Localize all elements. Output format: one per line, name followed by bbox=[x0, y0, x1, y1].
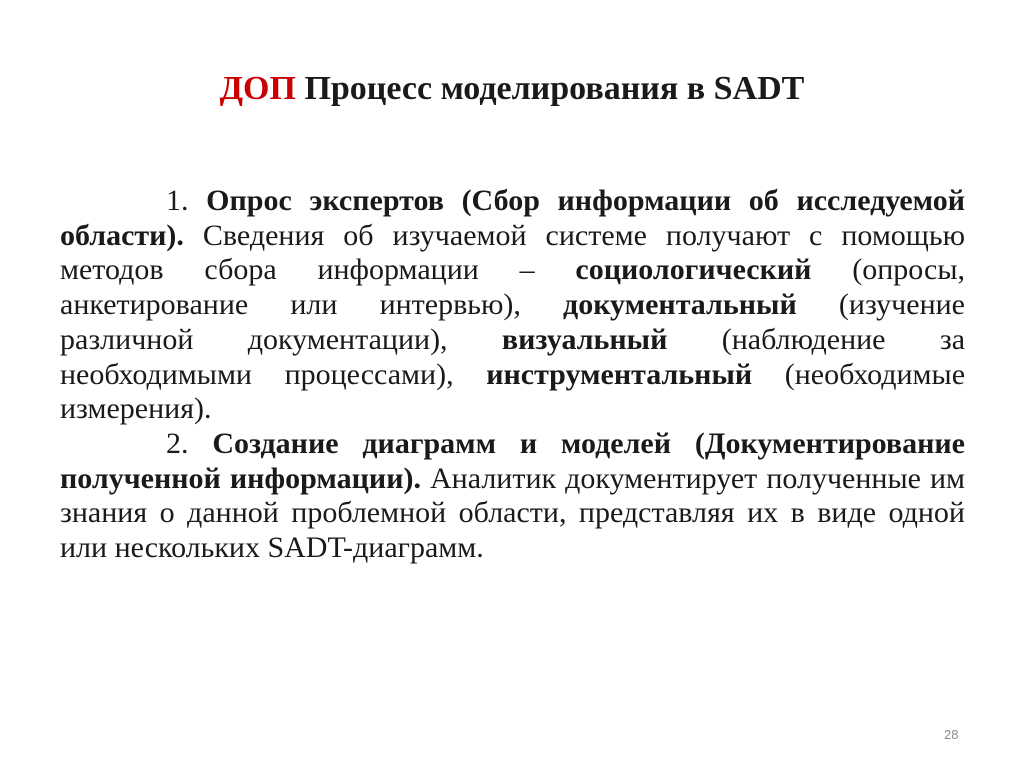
paragraph-1-text-1: Сведения об изучаемой системе получают с помощью методов сбора информации – bbox=[60, 218, 965, 287]
term-sociological: социологический bbox=[575, 253, 812, 287]
paragraph-1-text-2: (опросы, анкетирование или интервью), bbox=[60, 253, 966, 322]
paragraph-2-heading: Создание диаграмм и моделей (Документирование полученной информации). bbox=[60, 426, 965, 495]
page-number: 28 bbox=[944, 727, 959, 742]
title-text: Процесс моделирования в SADT bbox=[304, 70, 805, 107]
paragraph-2-number: 2. bbox=[166, 426, 189, 460]
term-instrumental: инструментальный bbox=[486, 357, 753, 391]
paragraph-2 bbox=[60, 427, 965, 566]
paragraph-1-heading: Опрос экспертов (Сбор информации об исследуемой области). bbox=[60, 184, 966, 252]
paragraph-2-text: Аналитик документирует полученные им знания о данной проблемной области, представляя их в виде одной или нескольких SADT-диаграмм. bbox=[60, 461, 965, 565]
term-visual: визуальный bbox=[501, 322, 668, 356]
paragraph-1-text-3: (изучение различной документации), bbox=[60, 288, 965, 356]
slide-body bbox=[60, 184, 965, 566]
slide-title bbox=[0, 70, 1024, 108]
paragraph-1 bbox=[60, 184, 965, 427]
term-documentary: документальный bbox=[563, 288, 797, 322]
paragraph-1-text-5: (необходимые измерения). bbox=[60, 357, 966, 426]
paragraph-1-text-4: (наблюдение за необходимыми процессами), bbox=[60, 322, 966, 391]
paragraph-1-number: 1. bbox=[166, 184, 189, 217]
title-accent: ДОП bbox=[219, 70, 296, 107]
